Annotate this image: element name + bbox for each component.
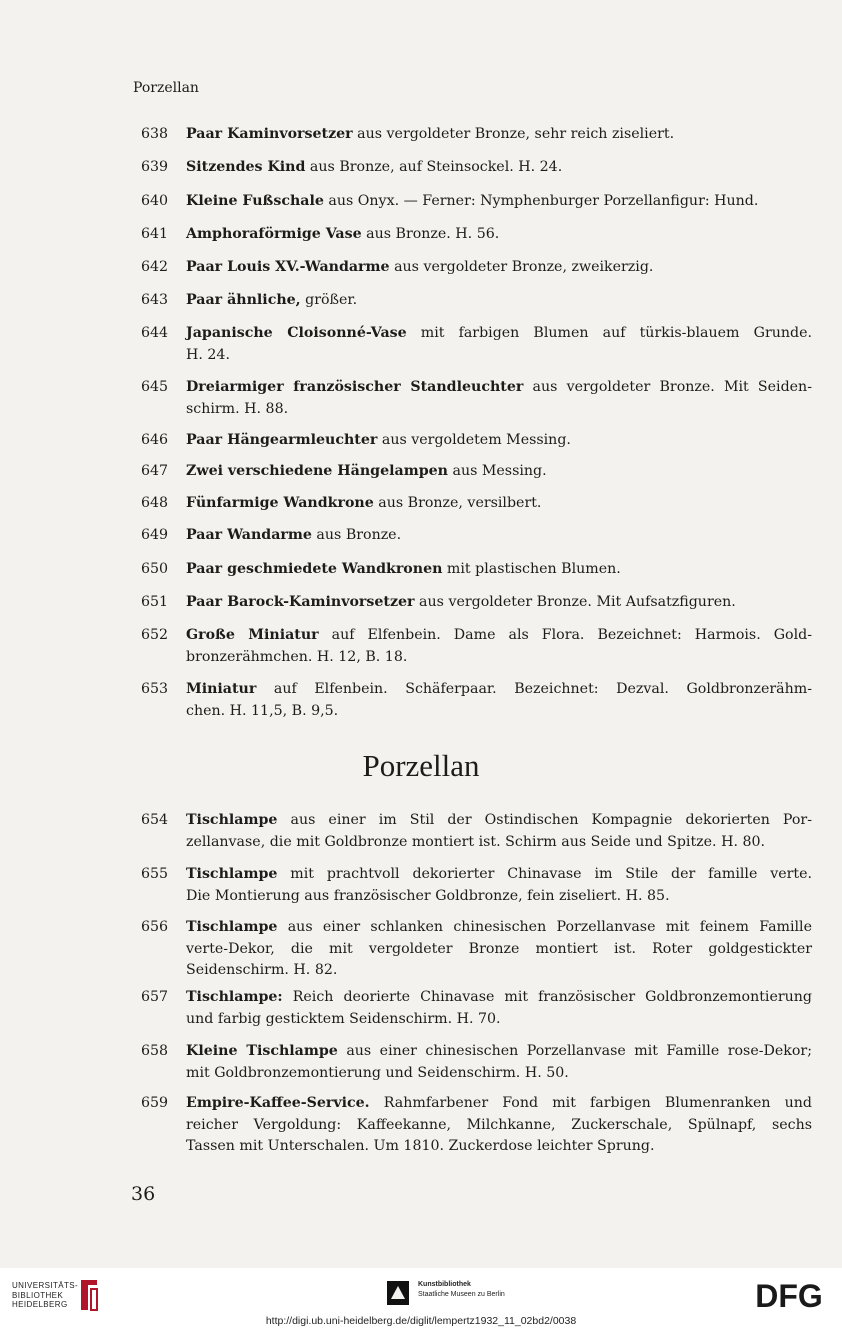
entry-line: [186, 399, 812, 421]
entry-text: aus vergoldetem Messing.: [377, 432, 571, 448]
entry-text: größer.: [300, 292, 358, 308]
entry-title: Große Miniatur: [186, 627, 319, 643]
permalink-url[interactable]: http://digi.ub.uni-heidelberg.de/diglit/lempertz1932_11_02bd2/0038: [265, 1315, 577, 1327]
entry-title: Fünfarmige Wandkrone: [186, 495, 374, 511]
entry-title: Kleine Tischlampe: [186, 1043, 338, 1059]
entry-number: 655: [141, 866, 169, 882]
entry-text: aus Messing.: [447, 463, 547, 479]
entry-line: [186, 1115, 812, 1137]
entry-description: [186, 987, 812, 1030]
entry-description: [186, 191, 812, 213]
entry-text: aus Onyx. — Ferner: Nymphenburger Porzellanfigur: Hund.: [323, 193, 759, 209]
entry-text: reicher Vergoldung: Kaffeekanne, Milchkanne, Zuckerschale, Spülnapf, sechs: [186, 1116, 812, 1133]
entry-text: aus einer schlanken chinesischen Porzellanvase mit feinem Famille: [277, 919, 812, 935]
entry-number: 652: [141, 627, 169, 643]
page-number: 36: [131, 1183, 156, 1205]
entry-number: 642: [141, 259, 169, 275]
entry-title: Tischlampe: [186, 812, 278, 828]
running-head: Porzellan: [133, 80, 199, 96]
entry-description: [186, 810, 812, 853]
entry-number: 658: [141, 1043, 169, 1059]
entry-text: Reich deorierte Chinavase mit französischer Goldbronzemontierung: [282, 989, 812, 1005]
entry-line: [186, 864, 812, 886]
entry-line: [186, 257, 812, 279]
footer-bar: [0, 1268, 842, 1329]
entry-text: aus vergoldeter Bronze, sehr reich ziseliert.: [352, 126, 675, 142]
entry-description: [186, 559, 812, 581]
entry-title: Paar ähnliche,: [186, 292, 301, 308]
entry-line: [186, 1041, 812, 1063]
entry-title: Paar geschmiedete Wandkronen: [186, 561, 443, 577]
entry-text: mit farbigen Blumen auf türkis-blauem Grunde.: [406, 325, 812, 341]
entry-description: [186, 864, 812, 907]
entry-title: Amphoraförmige Vase: [186, 226, 362, 242]
university-name[interactable]: UNIVERSITÄTS- BIBLIOTHEK HEIDELBERG: [12, 1281, 79, 1309]
entry-number: 656: [141, 919, 169, 935]
entry-number: 651: [141, 594, 169, 610]
entry-text: aus vergoldeter Bronze. Mit Aufsatzfiguren.: [414, 594, 736, 610]
entry-text: schirm. H. 88.: [186, 400, 289, 417]
entry-title: Tischlampe: [186, 919, 278, 935]
entry-text: aus vergoldeter Bronze, zweikerzig.: [389, 259, 654, 275]
entry-text: aus Bronze.: [311, 527, 402, 543]
dfg-logo-icon[interactable]: [748, 1280, 830, 1310]
entry-text: aus Bronze. H. 56.: [361, 226, 500, 242]
entry-description: [186, 323, 812, 366]
entry-text: Seidenschirm. H. 82.: [186, 962, 338, 978]
entry-number: 659: [141, 1095, 169, 1111]
entry-text: und farbig gesticktem Seidenschirm. H. 70.: [186, 1010, 501, 1027]
entry-description: [186, 124, 812, 146]
entry-description: [186, 1041, 812, 1084]
museum-logo-icon[interactable]: [386, 1280, 410, 1306]
entry-description: [186, 493, 812, 515]
entry-title: Tischlampe: [186, 866, 278, 882]
museum-name[interactable]: Kunstbibliothek Staatliche Museen zu Berlin: [418, 1281, 505, 1298]
entry-title: Empire-Kaffee-Service.: [186, 1095, 370, 1111]
entry-number: 643: [141, 292, 169, 308]
entry-line: [186, 960, 812, 982]
entry-text: aus einer im Stil der Ostindischen Kompagnie dekorierten Por-: [277, 812, 812, 828]
university-logo-icon[interactable]: [77, 1278, 101, 1312]
entry-description: [186, 1093, 812, 1158]
entry-line: [186, 592, 812, 614]
entry-text: auf Elfenbein. Dame als Flora. Bezeichnet: Harmois. Gold-: [318, 627, 812, 643]
entry-line: [186, 290, 812, 312]
entry-text: verte-Dekor, die mit vergoldeter Bronze montiert ist. Roter goldgestickter: [186, 940, 812, 957]
entry-title: Paar Louis XV.-Wandarme: [186, 259, 390, 275]
entry-text: chen. H. 11,5, B. 9,5.: [186, 702, 339, 719]
entry-number: 649: [141, 527, 169, 543]
entry-description: [186, 461, 812, 483]
entry-description: [186, 525, 812, 547]
entry-line: [186, 647, 812, 669]
entry-line: [186, 323, 812, 345]
entry-text: Tassen mit Unterschalen. Um 1810. Zuckerdose leichter Sprung.: [186, 1138, 655, 1154]
entry-line: [186, 1009, 812, 1031]
entry-title: Japanische Cloisonné-Vase: [186, 325, 407, 341]
entry-number: 644: [141, 325, 169, 341]
entry-line: [186, 917, 812, 939]
entry-line: [186, 1093, 812, 1115]
entry-number: 639: [141, 159, 169, 175]
svg-text:DFG: DFG: [755, 1280, 823, 1310]
entry-description: [186, 377, 812, 420]
entry-title: Paar Barock-Kaminvorsetzer: [186, 594, 415, 610]
entry-text: aus Bronze, versilbert.: [373, 495, 542, 511]
entry-number: 648: [141, 495, 169, 511]
entry-text: mit prachtvoll dekorierter Chinavase im Stile der famille verte.: [277, 866, 812, 882]
entry-title: Tischlampe:: [186, 989, 283, 1005]
entry-text: Die Montierung aus französischer Goldbronze, fein ziseliert. H. 85.: [186, 887, 670, 904]
entry-line: [186, 461, 812, 483]
entry-line: [186, 701, 812, 723]
entry-number: 653: [141, 681, 169, 697]
entry-line: [186, 679, 812, 701]
entry-title: Dreiarmiger französischer Standleuchter: [186, 379, 524, 395]
entry-line: [186, 493, 812, 515]
entry-text: aus einer chinesischen Porzellanvase mit Famille rose-Dekor;: [337, 1043, 812, 1059]
entry-description: [186, 290, 812, 312]
entry-title: Zwei verschiedene Hängelampen: [186, 463, 448, 479]
entry-line: [186, 525, 812, 547]
entry-title: Paar Wandarme: [186, 527, 312, 543]
entry-line: [186, 987, 812, 1009]
entry-number: 657: [141, 989, 169, 1005]
entry-line: [186, 345, 812, 367]
entry-text: zellanvase, die mit Goldbronze montiert ist. Schirm aus Seide und Spitze. H. 80.: [186, 833, 766, 850]
entry-line: [186, 124, 812, 146]
entry-line: [186, 886, 812, 908]
entry-title: Sitzendes Kind: [186, 159, 306, 175]
entry-line: [186, 810, 812, 832]
entry-text: mit plastischen Blumen.: [442, 561, 621, 577]
entry-description: [186, 157, 812, 179]
entry-text: bronzerähmchen. H. 12, B. 18.: [186, 648, 408, 665]
entry-line: [186, 157, 812, 179]
entry-number: 638: [141, 126, 169, 142]
entry-line: [186, 377, 812, 399]
entry-number: 640: [141, 193, 169, 209]
entry-description: [186, 917, 812, 982]
entry-line: [186, 939, 812, 961]
entry-line: [186, 1136, 812, 1158]
entry-title: Miniatur: [186, 681, 257, 697]
entry-line: [186, 430, 812, 452]
entry-text: Rahmfarbener Fond mit farbigen Blumenranken und: [369, 1095, 812, 1111]
entry-title: Kleine Fußschale: [186, 193, 324, 209]
entry-number: 647: [141, 463, 169, 479]
entry-number: 646: [141, 432, 169, 448]
entry-title: Paar Kaminvorsetzer: [186, 126, 353, 142]
entry-description: [186, 224, 812, 246]
entry-line: [186, 1063, 812, 1085]
entry-line: [186, 832, 812, 854]
entry-text: aus Bronze, auf Steinsockel. H. 24.: [305, 159, 563, 175]
entry-line: [186, 191, 812, 213]
entry-line: [186, 559, 812, 581]
entry-description: [186, 430, 812, 452]
entry-description: [186, 679, 812, 722]
entry-description: [186, 592, 812, 614]
entry-text: auf Elfenbein. Schäferpaar. Bezeichnet: Dezval. Goldbronzerähm-: [256, 681, 812, 697]
entry-text: H. 24.: [186, 346, 230, 363]
entry-line: [186, 625, 812, 647]
entry-line: [186, 224, 812, 246]
section-heading: Porzellan: [362, 748, 480, 783]
entry-title: Paar Hängearmleuchter: [186, 432, 378, 448]
entry-number: 641: [141, 226, 169, 242]
entry-text: mit Goldbronzemontierung und Seidenschirm. H. 50.: [186, 1064, 569, 1081]
entry-number: 645: [141, 379, 169, 395]
entry-number: 650: [141, 561, 169, 577]
entry-description: [186, 625, 812, 668]
entry-number: 654: [141, 812, 169, 828]
entry-description: [186, 257, 812, 279]
entry-text: aus vergoldeter Bronze. Mit Seiden-: [523, 379, 812, 395]
